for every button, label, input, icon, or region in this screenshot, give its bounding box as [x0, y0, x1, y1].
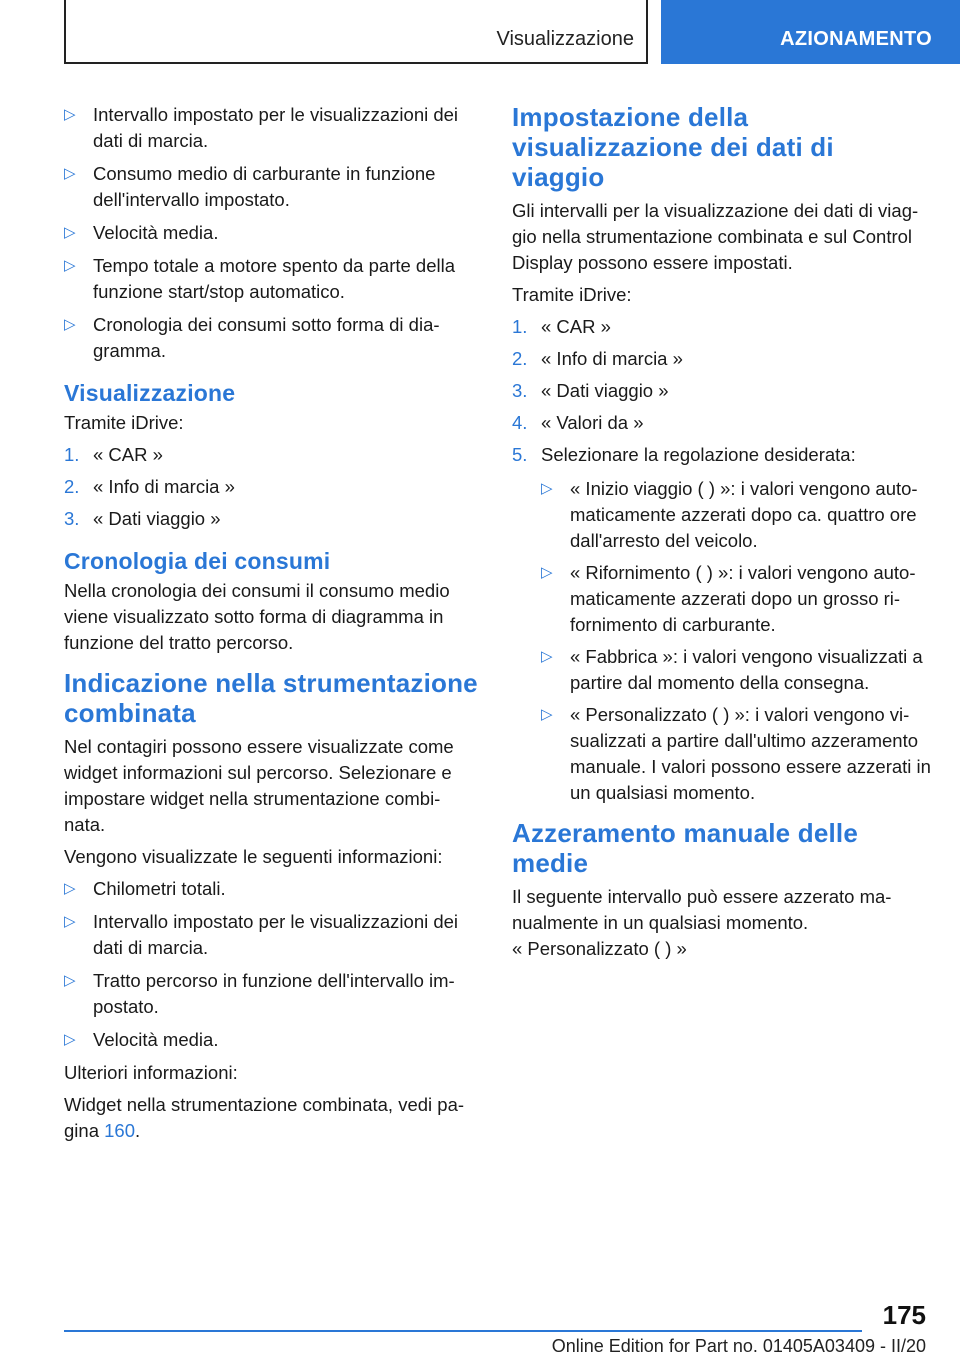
section-title: Visualizzazione	[496, 28, 634, 50]
triangle-bullet-icon: ▷	[541, 706, 553, 723]
left-column	[64, 102, 478, 1150]
list-item: ▷ Tempo totale a motore spento da parte della funzione start/stop automatico.	[64, 255, 456, 302]
triangle-bullet-icon: ▷	[64, 972, 76, 989]
triangle-bullet-icon: ▷	[541, 480, 553, 497]
step-item: 1. « CAR »	[64, 444, 163, 465]
settings-intro: Tramite iDrive:	[512, 284, 632, 305]
footer-divider	[64, 1330, 862, 1332]
triangle-bullet-icon: ▷	[64, 913, 76, 930]
reset-option: « Personalizzato ( ) »	[512, 938, 687, 959]
reset-heading: Azzeramento manuale delle medie	[512, 818, 858, 878]
more-info-text: Widget nella strumentazione combinata, vedi pa-gina 160.	[64, 1094, 465, 1141]
list-item: ▷ « Inizio viaggio ( ) »: i valori vengono auto-maticamente azzerati dopo ca. quattro ore dall'arresto del veicolo.	[541, 478, 918, 551]
step-item: 2. « Info di marcia »	[64, 476, 235, 497]
more-info-label: Ulteriori informazioni:	[64, 1062, 238, 1083]
triangle-bullet-icon: ▷	[64, 106, 76, 123]
triangle-bullet-icon: ▷	[64, 880, 76, 897]
chapter-tab	[661, 0, 960, 64]
triangle-bullet-icon: ▷	[541, 648, 553, 665]
display-intro: Tramite iDrive:	[64, 412, 184, 433]
cluster-heading: Indicazione nella strumentazione combinata	[64, 668, 478, 728]
step-item: 5. Selezionare la regolazione desiderata: ▷ « Inizio viaggio ( ) »: i valori vengono auto-maticamente azzerati dopo ca. quattro ore dall'arresto del veicolo. ▷ « Rifornimento ( ) »: i valori vengono auto-maticamente azzerati dopo un grosso ri-fornimento di carburante. ▷ « Fabbrica »: i valori vengono visualizzati a partire dal momento della consegna. ▷ « Personalizzato ( ) »: i valori vengono vi-sualizzati a partire dall'ultimo azzeramento manuale. I valori possono essere azzerati in un qualsiasi momento.	[512, 442, 932, 806]
cluster-bullet-list	[64, 876, 478, 1053]
step-item: 3. « Dati viaggio »	[512, 380, 669, 401]
triangle-bullet-icon: ▷	[64, 316, 76, 333]
page-number: 175	[882, 1300, 926, 1330]
settings-steps	[512, 314, 932, 806]
triangle-bullet-icon: ▷	[64, 165, 76, 182]
edition-footer: Online Edition for Part no. 01405A03409 - II/20	[551, 1336, 926, 1356]
reset-text: Il seguente intervallo può essere azzerato ma-nualmente in un qualsiasi momento. « Personalizzato ( ) »	[512, 886, 892, 959]
triangle-bullet-icon: ▷	[64, 224, 76, 241]
list-item: ▷ Velocità media.	[64, 220, 478, 246]
history-heading: Cronologia dei consumi	[64, 548, 331, 574]
step-item: 1. « CAR »	[512, 316, 611, 337]
settings-text: Gli intervalli per la visualizzazione dei dati di viag-gio nella strumentazione combinata e sul Control Display possono essere impostati.	[512, 200, 919, 273]
list-item: ▷ Intervallo impostato per le visualizzazioni dei dati di marcia.	[64, 104, 459, 151]
triangle-bullet-icon: ▷	[64, 257, 76, 274]
history-text: Nella cronologia dei consumi il consumo medio viene visualizzato sotto forma di diagramma in funzione del tratto percorso.	[64, 580, 450, 653]
list-item: ▷ « Personalizzato ( ) »: i valori vengono vi-sualizzati a partire dall'ultimo azzeramento manuale. I valori possono essere azzerati in un qualsiasi momento.	[541, 704, 931, 803]
step-item: 4. « Valori da »	[512, 412, 644, 433]
list-item: ▷ Velocità media.	[64, 1027, 478, 1053]
page-reference-link[interactable]: 160	[104, 1120, 135, 1141]
list-item: ▷ « Fabbrica »: i valori vengono visualizzati a partire dal momento della consegna.	[541, 646, 923, 693]
settings-heading: Impostazione della visualizzazione dei dati di viaggio	[512, 102, 834, 192]
triangle-bullet-icon: ▷	[64, 1031, 76, 1048]
display-steps	[64, 442, 478, 532]
list-item: ▷ Tratto percorso in funzione dell'intervallo im-postato.	[64, 970, 455, 1017]
list-item: ▷ Intervallo impostato per le visualizzazioni dei dati di marcia.	[64, 911, 459, 958]
header-section-box	[64, 0, 648, 64]
right-column	[512, 102, 932, 962]
list-item: ▷ Consumo medio di carburante in funzione dell'intervallo impostato.	[64, 163, 436, 210]
intro-bullet-list	[64, 102, 478, 364]
cluster-text: Nel contagiri possono essere visualizzate come widget informazioni sul percorso. Selezionare e impostare widget nella strumentazione combi-nata.	[64, 736, 454, 835]
step-item: 2. « Info di marcia »	[512, 348, 683, 369]
cluster-list-intro: Vengono visualizzate le seguenti informazioni:	[64, 846, 443, 867]
list-item: ▷ Chilometri totali.	[64, 876, 478, 902]
chapter-title: AZIONAMENTO	[780, 28, 932, 50]
display-heading: Visualizzazione	[64, 380, 236, 406]
list-item: ▷ « Rifornimento ( ) »: i valori vengono auto-maticamente azzerati dopo un grosso ri-fornimento di carburante.	[541, 562, 916, 635]
step-item: 3. « Dati viaggio »	[64, 508, 221, 529]
list-item: ▷ Cronologia dei consumi sotto forma di dia-gramma.	[64, 314, 440, 361]
settings-options	[541, 476, 932, 806]
triangle-bullet-icon: ▷	[541, 564, 553, 581]
